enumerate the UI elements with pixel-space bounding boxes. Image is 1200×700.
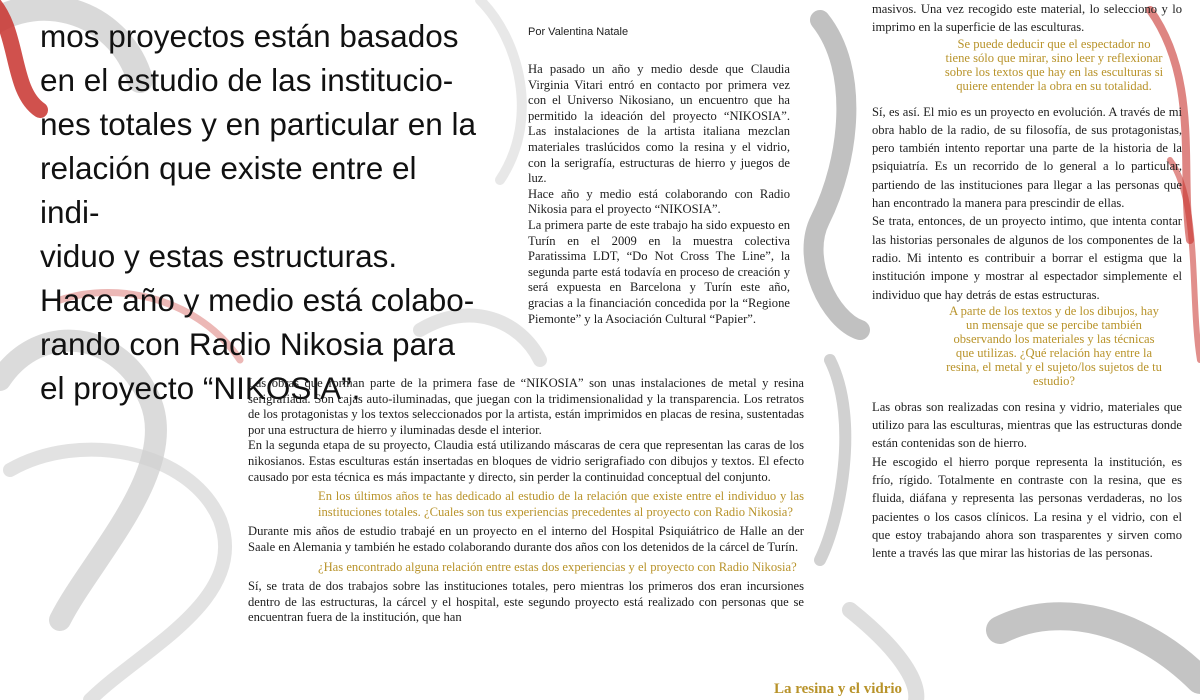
interview-answer: He escogido el hierro porque representa la institución, es frío, rígido. Totalmente en contraste con la resina, que es fluida, diáfana y representa las personas verdaderas, no los pacientes o los casos clínicos. La resina y el vidrio, con el que estoy trabajando ahora son trasparentes y sirven como lente a través las que mirar las historias de las personas. xyxy=(872,454,1182,561)
interview-question: Se puede deducir que el espectador no tiene sólo que mirar, sino leer y reflexionar sobre los textos que hay en las esculturas si quiere entender la obra en su totalidad. xyxy=(944,36,1164,93)
section-heading: La resina y el vidrio xyxy=(774,681,903,697)
body-paragraph: La primera parte de este trabajo ha sido expuesto en Turín en el 2009 en la muestra colectiva Paratissima LDT, “Do Not Cross The Line”, la segunda parte está todavía en proceso de creación y será expuesta en Barcelona y Turín este año, gracias a la financiación concedida por la “Regione Piemonte” y la Asociación Cultural “Papier”. xyxy=(528,217,790,326)
pull-quote-line: en el estudio de las institucio- xyxy=(40,62,454,98)
pull-quote-line: Hace año y medio está colabo- xyxy=(40,282,475,318)
pull-quote-line: rando con Radio Nikosia para xyxy=(40,326,455,362)
pull-quote-line: el proyecto “NIKOSIA”. xyxy=(40,370,361,406)
pull-quote-line: viduo y estas estructuras. xyxy=(40,238,398,274)
body-paragraph: En la segunda etapa de su proyecto, Claudia está utilizando máscaras de cera que representan las caras de los nikosianos. Estas esculturas están insertadas en bloques de vidrio serigrafiado con dibujos y textos. El efecto causado por esta técnica es más impactante y directo, sin perder la continuidad conceptual del conjunto. xyxy=(248,438,804,484)
right-column xyxy=(872,0,1182,563)
body-paragraph: Ha pasado un año y medio desde que Claudia Virginia Vitari entró en contacto por primera vez con el Universo Nikosiano, un encuentro que ha permitido la ideación del proyecto “NIKOSIA”. Las instalaciones de la artista italiana mezclan materiales traslúcidos como la resina y el vidrio, con la serigrafía, estructuras de hierro y juegos de luz. xyxy=(528,62,790,186)
interview-question: A parte de los textos y de los dibujos, hay un mensaje que se percibe también observando los materiales y las técnicas que utilizas. ¿Qué relación hay entre la resina, el metal y el sujeto/los sujetos de tu estudio? xyxy=(946,303,1162,388)
interview-answer: Sí, se trata de dos trabajos sobre las instituciones totales, pero mientras los primeros dos eran incursiones dentro de las estructuras, la cárcel y el hospital, este segundo proyecto está realizado con personas que se encuentran fuera de la institución, que han xyxy=(248,579,804,625)
pull-quote-line: relación que existe entre el indi- xyxy=(40,150,417,230)
pull-quote-line: mos proyectos están basados xyxy=(40,18,459,54)
byline: Por Valentina Natale xyxy=(528,26,629,38)
body-paragraph: Las obras que forman parte de la primera fase de “NIKOSIA” son unas instalaciones de metal y resina serigrafiada. Son cajas auto-iluminadas, que juegan con la tridimensionalidad y la transparencia. Los retratos de los protagonistas y los textos seleccionados por la artista, están imprimidos en placas de resina, sustentadas por una estructura de hierro y iluminadas desde el interior. xyxy=(248,376,804,437)
body-paragraph: Hace año y medio está colaborando con Radio Nikosia para el proyecto “NIKOSIA”. xyxy=(528,186,790,217)
interview-question: En los últimos años te has dedicado al estudio de la relación que existe entre el individuo y las instituciones totales. ¿Cuales son tus experiencias precedentes al proyecto con Radio Nikosia? xyxy=(318,489,804,519)
pull-quote-line: nes totales y en particular en la xyxy=(40,106,477,142)
interview-answer: Durante mis años de estudio trabajé en un proyecto en el interno del Hospital Psiquiátrico de Halle an der Saale en Alemania y también he estado colaborando durante dos años con los detenidos de la cárcel de Turín. xyxy=(248,524,804,554)
middle-column xyxy=(528,62,790,327)
interview-question: ¿Has encontrado alguna relación entre estas dos experiencias y el proyecto con Radio Nikosia? xyxy=(318,559,797,574)
body-paragraph: masivos. Una vez recogido este material, lo selecciono y lo imprimo en la superficie de las esculturas. xyxy=(872,2,1182,35)
interview-answer: Las obras son realizadas con resina y vidrio, materiales que utilizo para las esculturas, mientras que las estructuras donde están contenidas son de hierro. xyxy=(872,399,1182,451)
interview-answer: Sí, es así. El mio es un proyecto en evolución. A través de mi obra hablo de la radio, de su filosofía, de sus protagonistas, pero también intento reportar una parte de la historia de la psiquiatría. Es un recorrido de lo general a lo particular, partiendo de las instituciones para llegar a las personas que han encontrado la manera para prescindir de ellas. xyxy=(872,104,1182,211)
interview-answer: Se trata, entonces, de un proyecto intimo, que intenta contar las historias personales de algunos de los componentes de la radio. Mi intento es contribuir a borrar el estigma que la institución impone y mostrar al espectador simplemente el individuo que hay detrás de estas estructuras. xyxy=(872,214,1182,302)
wide-column xyxy=(248,376,804,626)
pull-quote xyxy=(40,14,480,410)
